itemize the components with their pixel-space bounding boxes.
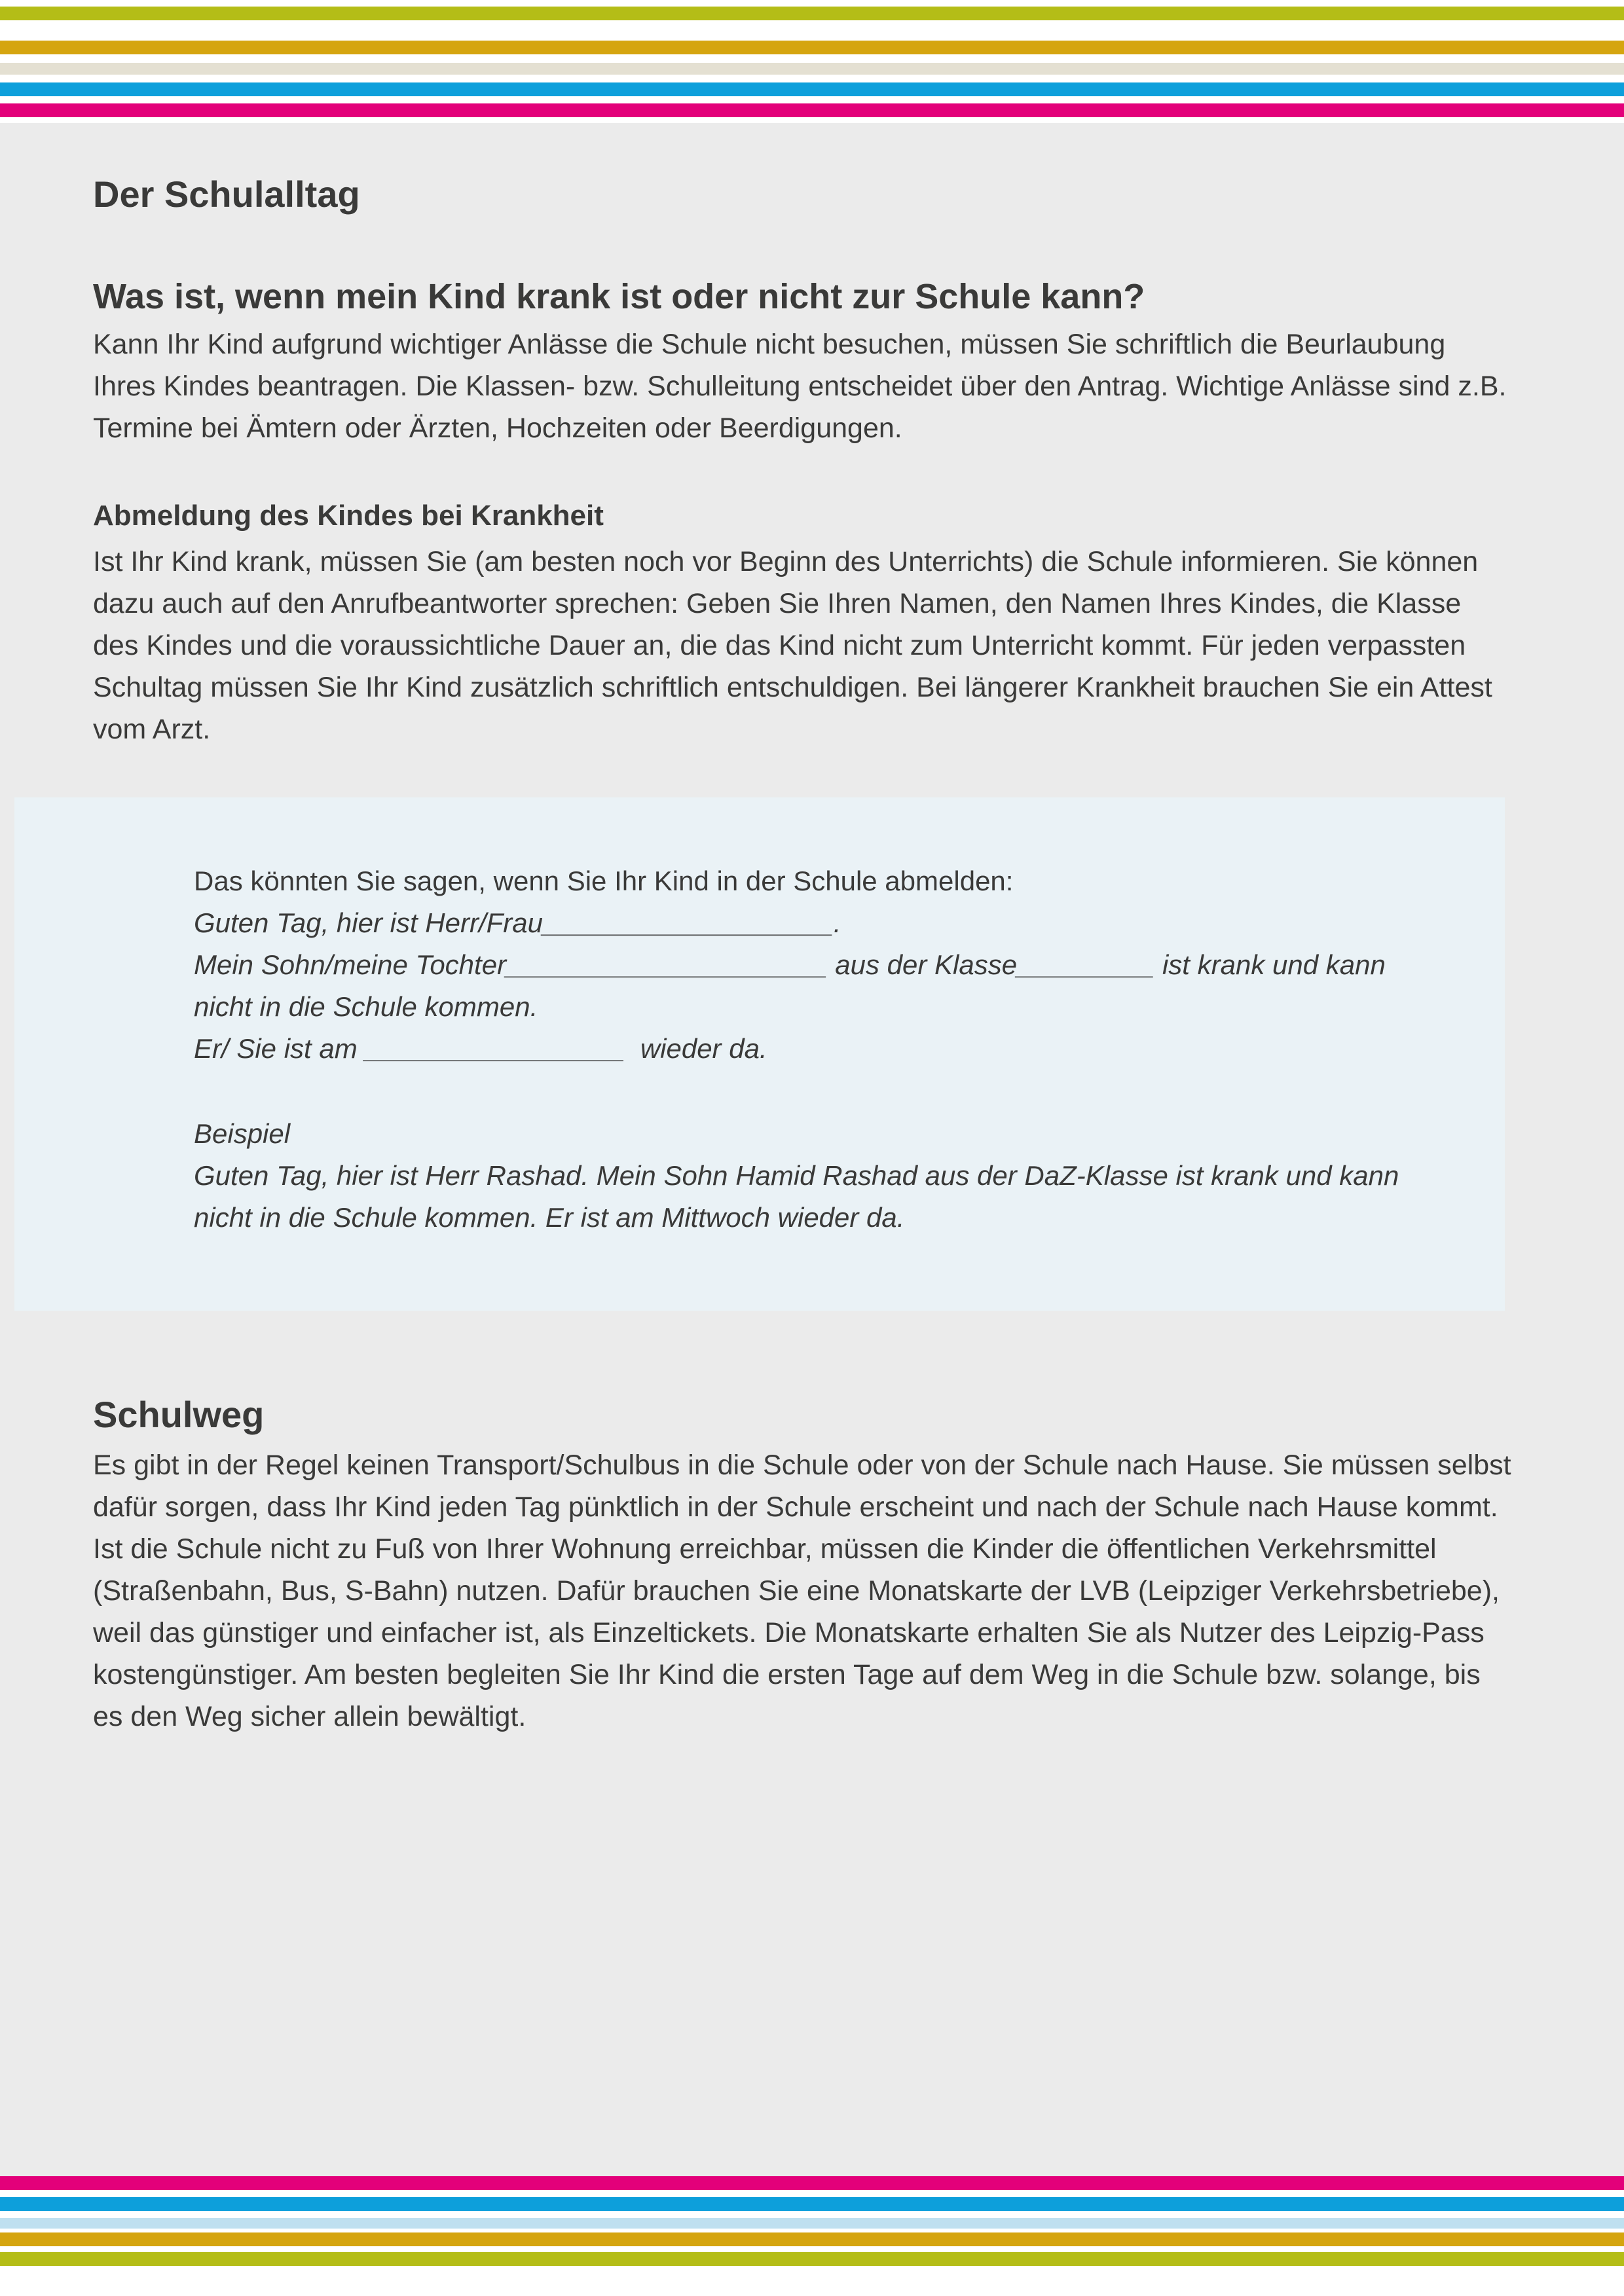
top-stripe-pale [0,63,1624,75]
bottom-stripe-green [0,2252,1624,2266]
absence-section-heading: Abmeldung des Kindes bei Krankheit [93,500,604,532]
schulweg-body: Es gibt in der Regel keinen Transport/Schulbus in die Schule oder von der Schule nach Hause. Sie müssen selbst dafür sorgen, dass Ihr Kind jeden Tag pünktlich in der Schule erscheint und nach der Schule nach Hause kommt. Ist die Schule nicht zu Fuß von Ihrer Wohnung erreichbar, müssen die Kinder die öffentlichen Verkehrsmittel (Straßenbahn, Bus, S-Bahn) nutzen. Dafür brauchen Sie eine Monatskarte der LVB (Leipziger Verkehrsbetriebe), weil das günstiger und einfacher ist, als Einzeltickets. Die Monatskarte erhalten Sie als Nutzer des Leipzig-Pass kostengünstiger. Am besten begleiten Sie Ihr Kind die ersten Tage auf dem Weg in die Schule bzw. solange, bis es den Weg sicher allein bewältigt. [93,1449,1511,1732]
schulweg-heading: Schulweg [93,1394,265,1435]
page-body-panel [0,123,1624,2176]
example-label: Beispiel [194,1118,291,1149]
top-stripe-green [0,7,1624,20]
content-column [0,123,1624,1738]
example-text: Guten Tag, hier ist Herr Rashad. Mein Sohn Hamid Rashad aus der DaZ-Klasse ist krank und kann nicht in die Schule kommen. Er ist am Mittwoch wieder da. [194,1160,1407,1233]
top-stripe-gold [0,41,1624,54]
absence-section-body: Ist Ihr Kind krank, müssen Sie (am besten noch vor Beginn des Unterrichts) die Schule informieren. Sie können dazu auch auf den Anrufbeantworter sprechen: Geben Sie Ihren Namen, den Namen Ihres Kindes, die Klasse des Kindes und die voraussichtliche Dauer an, die das Kind nicht zum Unterricht kommt. Für jeden verpassten Schultag müssen Sie Ihr Kind zusätzlich schriftlich entschuldigen. Bei längerer Krankheit brauchen Sie ein Attest vom Arzt. [93,546,1492,745]
sick-section-heading: Was ist, wenn mein Kind krank ist oder nicht zur Schule kann? [93,277,1145,316]
example-box-line-2: Mein Sohn/meine Tochter_____________________ aus der Klasse_________ ist krank und kann nicht in die Schule kommen. [194,949,1393,1022]
page-title: Der Schulalltag [93,173,360,215]
example-box-line-3: Er/ Sie ist am _________________ wieder da. [194,1033,767,1064]
bottom-stripe-blue [0,2197,1624,2211]
top-stripe-blue [0,82,1624,96]
example-phrase-box [14,797,1505,1311]
example-box-intro: Das könnten Sie sagen, wenn Sie Ihr Kind in der Schule abmelden: [194,866,1014,896]
bottom-stripe-magenta [0,2176,1624,2190]
sick-section-body: Kann Ihr Kind aufgrund wichtiger Anlässe die Schule nicht besuchen, müssen Sie schriftlich die Beurlaubung Ihres Kindes beantragen. Die Klassen- bzw. Schulleitung entscheidet über den Antrag. Wichtige Anlässe sind z.B. Termine bei Ämtern oder Ärzten, Hochzeiten oder Beerdigungen. [93,329,1507,444]
bottom-stripe-pale [0,2218,1624,2229]
top-stripe-magenta [0,103,1624,117]
bottom-stripe-gold [0,2232,1624,2246]
example-box-line-1: Guten Tag, hier ist Herr/Frau___________________. [194,907,841,938]
